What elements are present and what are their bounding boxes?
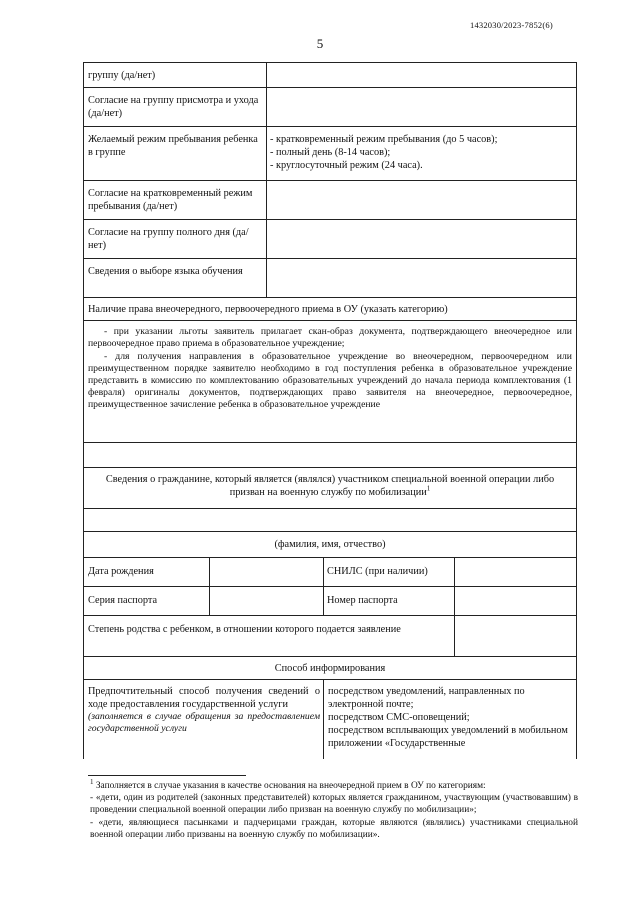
svo-heading-text: Сведения о гражданине, который является (являлся) участником специальной военной операции либо призван на военную службу по мобилизации	[105, 474, 555, 498]
inform-pref-note: (заполняется в случае обращения за предоставлением государственной услуги	[88, 711, 320, 734]
footnote-separator	[88, 775, 246, 776]
passport-number-label: Номер паспорта	[327, 595, 398, 606]
document-id: 1432030/2023-7852(6)	[470, 20, 553, 30]
inform-pref-text: Предпочтительный способ получения сведений о ходе предоставления государственной услуги	[88, 686, 320, 710]
priority-heading: Наличие права внеочередного, первоочередного приема в ОУ (указать категорию)	[88, 304, 448, 315]
group-label: группу (да/нет)	[88, 70, 156, 81]
language-label: Сведения о выборе языка обучения	[88, 266, 243, 277]
inform-pref-label	[88, 685, 320, 735]
page-number: 5	[316, 36, 324, 51]
inform-option[interactable]: посредством СМС-оповещений;	[328, 712, 470, 723]
mode-label: Желаемый режим пребывания ребенка в группе	[88, 134, 258, 158]
fio-caption: (фамилия, имя, отчество)	[274, 539, 386, 550]
mode-option[interactable]: - кратковременный режим пребывания (до 5 часов);	[270, 134, 498, 145]
priority-note-scan: - при указании льготы заявитель прилагает скан-образ документа, подтверждающего внеочередное или первоочередное право приема в образовательное учреждение;	[88, 326, 572, 349]
mode-option[interactable]: - круглосуточный режим (24 часа).	[270, 160, 423, 171]
footnote-lead-text: Заполняется в случае указания в качестве основания на внеочередной прием в ОУ по категориям:	[95, 781, 486, 791]
birth-date-label: Дата рождения	[88, 566, 154, 577]
table-border-left	[83, 62, 84, 759]
svo-heading	[103, 473, 557, 499]
short-stay-label: Согласие на кратковременный режим пребывания (да/нет)	[88, 188, 253, 212]
footnote-ref[interactable]: 1	[426, 484, 431, 493]
care-label: Согласие на группу присмотра и ухода (да/нет)	[88, 95, 259, 119]
full-day-label: Согласие на группу полного дня (да/нет)	[88, 227, 249, 251]
mode-option[interactable]: - полный день (8-14 часов);	[270, 147, 391, 158]
snils-label: СНИЛС (при наличии)	[327, 566, 428, 577]
inform-option[interactable]: посредством всплывающих уведомлений в мобильном приложении «Государственные	[328, 725, 568, 749]
passport-series-label: Серия паспорта	[88, 595, 158, 606]
footnote-lead	[90, 777, 578, 792]
footnote-item: - «дети, один из родителей (законных представителей) которых является гражданином, участвующим (участвовавшим) в проведении специальной военной операции либо призван на военную службу по мобилизации»;	[90, 793, 578, 816]
table-border-right	[576, 62, 577, 759]
kinship-label: Степень родства с ребенком, в отношении которого подается заявление	[88, 624, 401, 635]
footnote	[90, 777, 578, 841]
mode-options	[270, 133, 570, 172]
inform-option[interactable]: посредством уведомлений, направленных по электронной почте;	[328, 686, 525, 710]
inform-heading: Способ информирования	[274, 663, 386, 674]
priority-note-referral: - для получения направления в образовательное учреждение во внеочередном, первоочередном или преимущественном порядке заявителю необходимо в год поступления ребенка в образовательное учреждение представить в комиссию по комплектованию образовательных учреждений до начала периода комплектования (1 февраля) оригиналы документов, подтверждающих право заявителя на внеочередное, первоочередное, преимущественное зачисление ребенка в образовательное учреждение	[88, 351, 572, 410]
footnote-item: - «дети, являющиеся пасынками и падчерицами граждан, которые являются (являлись) участниками специальной военной операции либо призваны на военную службу по мобилизации».	[90, 817, 578, 840]
inform-options	[328, 685, 572, 750]
footnote-mark: 1	[90, 777, 94, 786]
